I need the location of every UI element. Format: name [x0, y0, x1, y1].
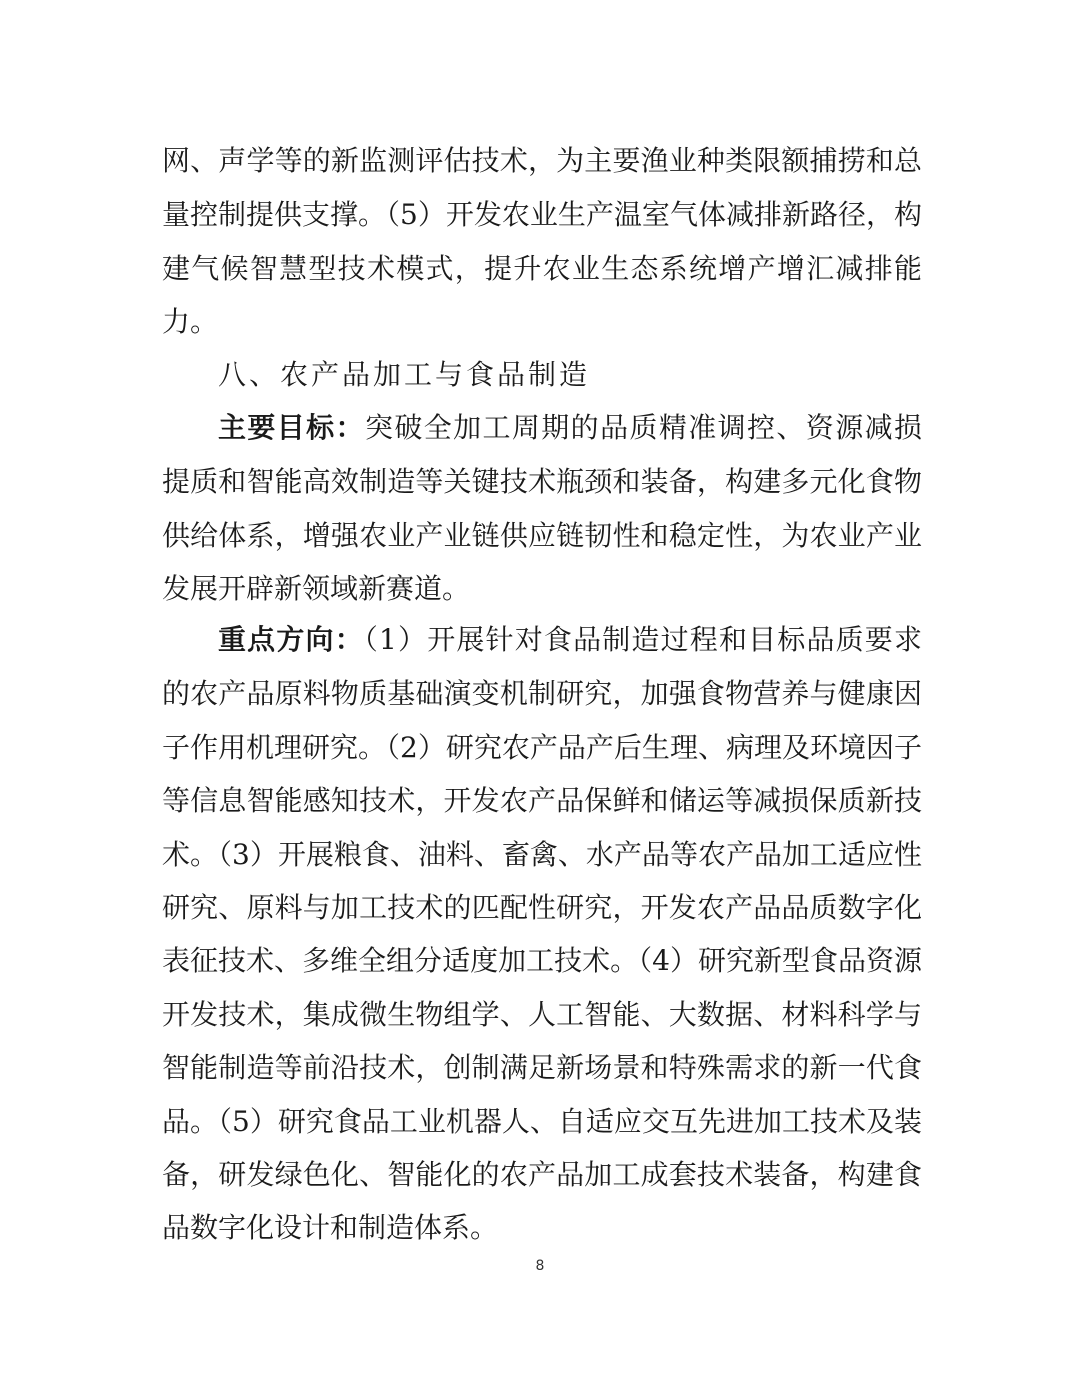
paragraph-line: 品。（5）研究食品工业机器人、自适应交互先进加工技术及装 — [162, 1105, 922, 1138]
paragraph-line: 力。 — [162, 305, 219, 338]
paragraph-line: 智能制造等前沿技术，创制满足新场景和特殊需求的新一代食 — [162, 1051, 922, 1084]
paragraph-line: 建气候智慧型技术模式，提升农业生态系统增产增汇减排能 — [162, 252, 922, 285]
section-heading: 八、农产品加工与食品制造 — [218, 358, 591, 391]
paragraph-line: 提质和智能高效制造等关键技术瓶颈和装备，构建多元化食物 — [162, 465, 922, 498]
paragraph-line: 表征技术、多维全组分适度加工技术。（4）研究新型食品资源 — [162, 944, 922, 977]
paragraph-line: 研究、原料与加工技术的匹配性研究，开发农产品品质数字化 — [162, 891, 922, 924]
goals-lead: 主要目标： — [218, 411, 365, 444]
paragraph-line: 开发技术，集成微生物组学、人工智能、大数据、材料科学与 — [162, 998, 922, 1031]
paragraph-line: 的农产品原料物质基础演变机制研究，加强食物营养与健康因 — [162, 677, 922, 710]
paragraph-line: 子作用机理研究。（2）研究农产品产后生理、病理及环境因子 — [162, 731, 922, 764]
directions-lead: 重点方向： — [218, 623, 364, 656]
goals-first-line — [218, 408, 922, 448]
paragraph-line: 供给体系，增强农业产业链供应链韧性和稳定性，为农业产业 — [162, 519, 922, 552]
directions-first-line — [218, 620, 922, 660]
page-number: 8 — [535, 1258, 545, 1274]
paragraph-line: 发展开辟新领域新赛道。 — [162, 572, 471, 605]
paragraph-line: 等信息智能感知技术，开发农产品保鲜和储运等减损保质新技 — [162, 784, 922, 817]
directions-first-line-text: （1）开展针对食品制造过程和目标品质要求 — [363, 623, 922, 656]
paragraph-line: 量控制提供支撑。（5）开发农业生产温室气体减排新路径，构 — [162, 198, 922, 231]
paragraph-line: 备，研发绿色化、智能化的农产品加工成套技术装备，构建食 — [162, 1158, 922, 1191]
goals-first-line-text: 突破全加工周期的品质精准调控、资源减损 — [364, 411, 922, 444]
paragraph-line: 术。（3）开展粮食、油料、畜禽、水产品等农产品加工适应性 — [162, 838, 922, 871]
paragraph-line: 网、声学等的新监测评估技术，为主要渔业种类限额捕捞和总 — [162, 144, 922, 177]
paragraph-line: 品数字化设计和制造体系。 — [162, 1211, 499, 1244]
